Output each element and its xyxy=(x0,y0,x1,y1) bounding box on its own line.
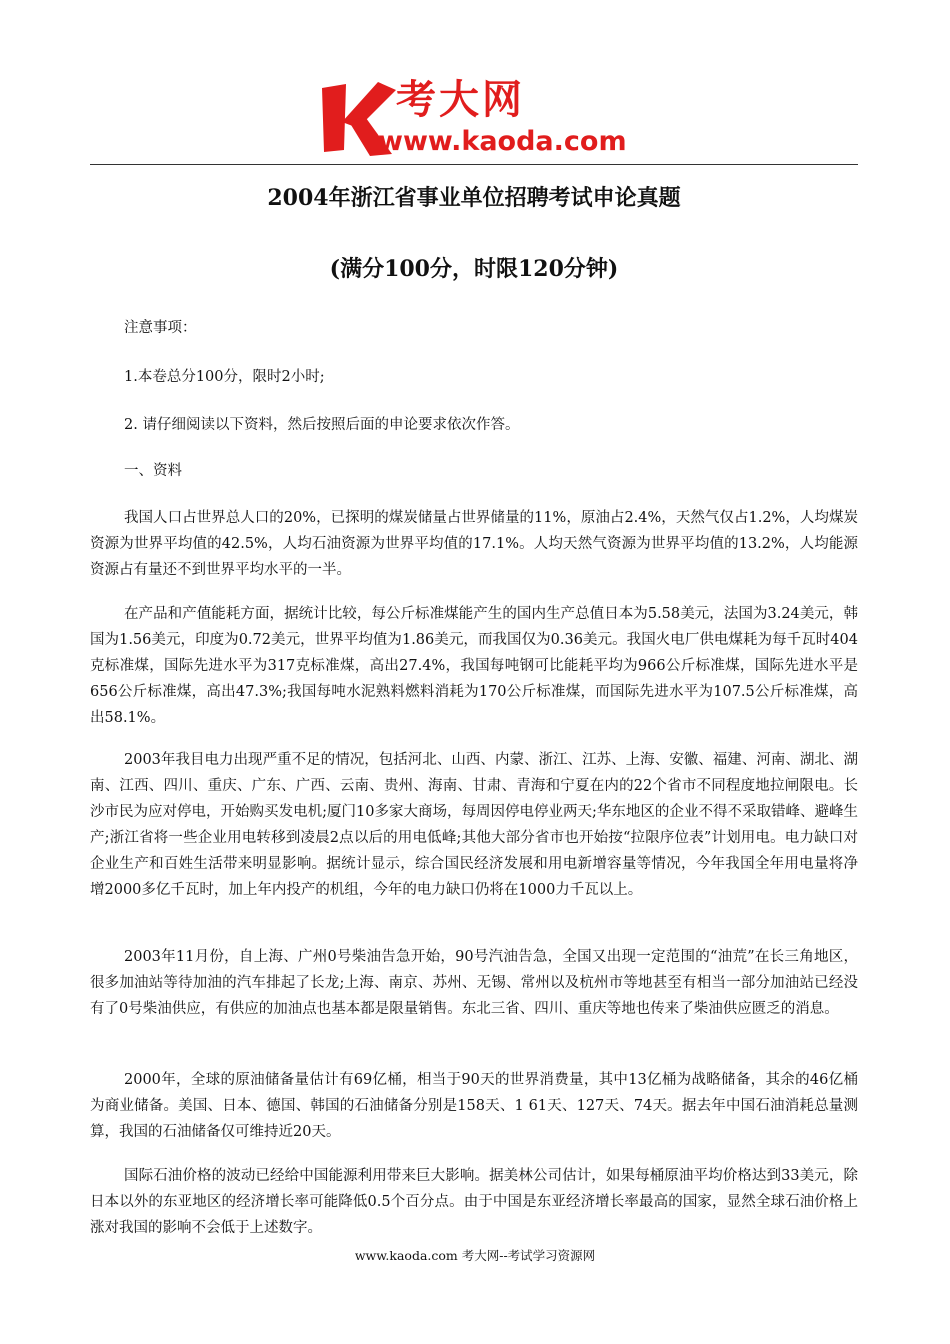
logo-url: www.kaoda.com xyxy=(378,126,627,157)
page-subtitle: (满分100分，时限120分钟) xyxy=(329,256,619,282)
kaoda-logo xyxy=(318,77,648,160)
paragraph-3: 2003年我目电力出现严重不足的情况，包括河北、山西、内蒙、浙江、江苏、上海、安徽、福建、河南、湖北、湖南、江西、四川、重庆、广东、广西、云南、贵州、海南、甘肃、青海和宁夏在内的22个省市不同程度地拉闸限电。长沙市民为应对停电，开始购买发电机;厦门10多家大商场，每周因停电停业两天;华东地区的企业不得不采取错峰、避峰生产;浙江省将一些企业用电转移到凌晨2点以后的用电低峰;其他大部分省市也开始按“拉限序位表”计划用电。电力缺口对企业生产和百姓生活带来明显影响。据统计显示，综合国民经济发展和用电新增容量等情况，今年我国全年用电量将净增2000多亿千瓦时，加上年内投产的机组，今年的电力缺口仍将在1000力千瓦以上。 xyxy=(90,752,858,898)
paragraph-6: 国际石油价格的波动已经给中国能源利用带来巨大影响。据美林公司估计，如果每桶原油平均价格达到33美元，除日本以外的东亚地区的经济增长率可能降低0.5个百分点。由于中国是东亚经济增长率最高的国家，显然全球石油价格上涨对我国的影响不会低于上述数字。 xyxy=(90,1168,858,1236)
paragraph-4: 2003年11月份，自上海、广州0号柴油告急开始，90号汽油告急，全国又出现一定范围的“油荒”在长三角地区，很多加油站等待加油的汽车排起了长龙;上海、南京、苏州、无锡、常州以及杭州市等地甚至有相当一部分加油站已经没有了0号柴油供应，有供应的加油点也基本都是限量销售。东北三省、四川、重庆等地也传来了柴油供应匮乏的消息。 xyxy=(90,949,858,1017)
header-divider xyxy=(90,164,858,165)
notes-item-1: 1.本卷总分100分，限时2小时; xyxy=(124,369,325,385)
page-footer: www.kaoda.com 考大网--考试学习资源网 xyxy=(354,1248,596,1263)
paragraph-5: 2000年，全球的原油储备量估计有69亿桶，相当于90天的世界消费量，其中13亿桶为战略储备，其余的46亿桶为商业储备。美国、日本、德国、韩国的石油储备分别是158天、1 61天、127天、74天。据去年中国石油消耗总量测算，我国的石油储备仅可维持近20天。 xyxy=(90,1072,858,1140)
page-title: 2004年浙江省事业单位招聘考试申论真题 xyxy=(267,185,681,211)
logo-chinese-name: 考大网 xyxy=(396,77,525,123)
paragraph-1: 我国人口占世界总人口的20%，已探明的煤炭储量占世界储量的11%，原油占2.4%，天然气仅占1.2%，人均煤炭资源为世界平均值的42.5%，人均石油资源为世界平均值的17.1%。人均天然气资源为世界平均值的13.2%，人均能源资源占有量还不到世界平均水平的一半。 xyxy=(90,510,858,578)
paragraph-2: 在产品和产值能耗方面，据统计比较，每公斤标准煤能产生的国内生产总值日本为5.58美元，法国为3.24美元，韩国为1.56美元，印度为0.72美元，世界平均值为1.86美元，而我国仅为0.36美元。我国火电厂供电煤耗为每千瓦时404克标准煤，国际先进水平为317克标准煤，高出27.4%，我国每吨钢可比能耗平均为966公斤标准煤，国际先进水平是656公斤标准煤，高出47.3%;我国每吨水泥熟料燃料消耗为170公斤标准煤，而国际先进水平为107.5公斤标准煤，高出58.1%。 xyxy=(90,606,858,726)
section-heading: 一、资料 xyxy=(124,463,182,479)
notes-item-2: 2. 请仔细阅读以下资料，然后按照后面的申论要求依次作答。 xyxy=(124,417,520,433)
notes-heading: 注意事项： xyxy=(124,320,197,336)
